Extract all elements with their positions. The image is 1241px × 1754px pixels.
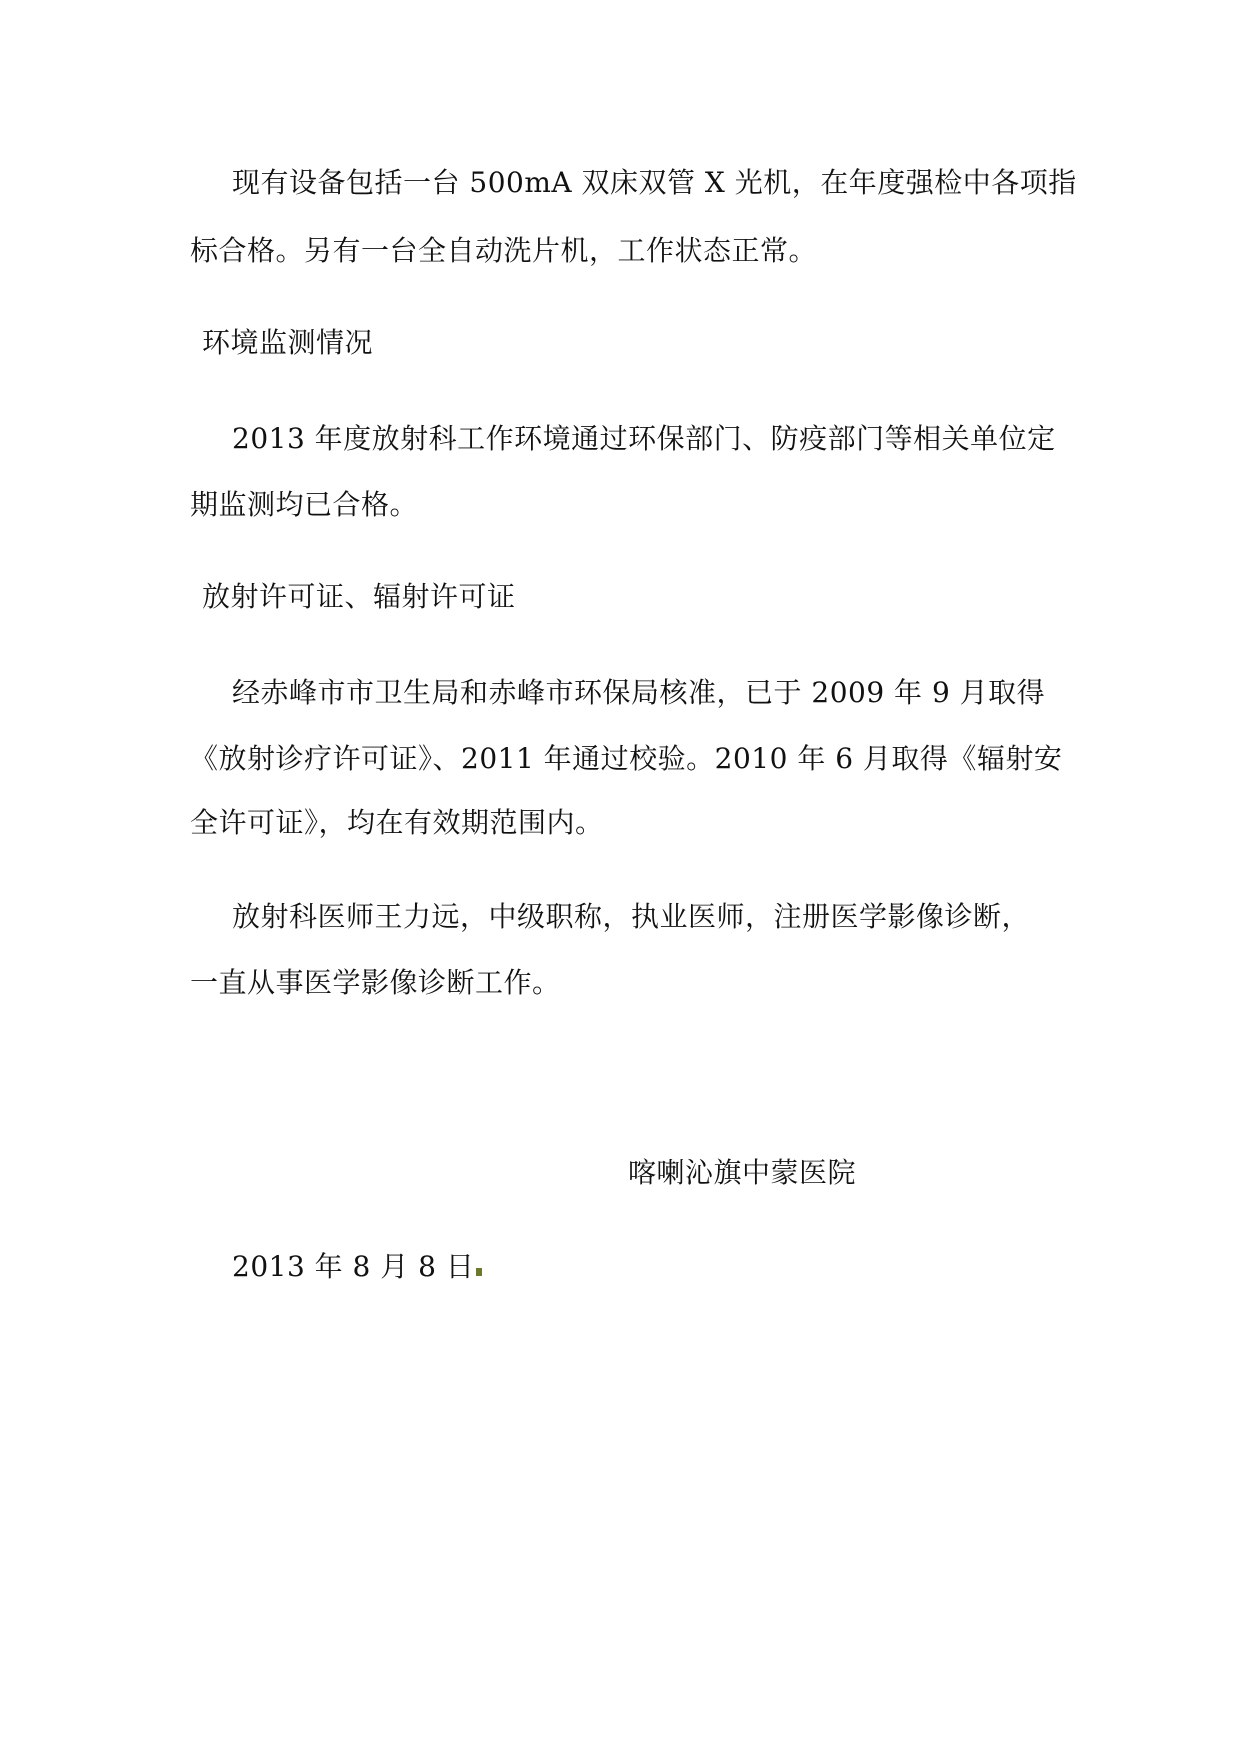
license-paragraph-line-1: 经赤峰市市卫生局和赤峰市环保局核准，已于 2009 年 9 月取得 (232, 676, 1046, 709)
license-paragraph-line-3: 全许可证》，均在有效期范围内。 (190, 806, 604, 839)
equipment-paragraph-line-1: 现有设备包括一台 500mA 双床双管 X 光机，在年度强检中各项指 (232, 166, 1077, 199)
environment-heading: 环境监测情况 (202, 326, 374, 359)
license-paragraph-line-2: 《放射诊疗许可证》、2011 年通过校验。2010 年 6 月取得《辐射安 (190, 742, 1063, 775)
signature-organization: 喀喇沁旗中蒙医院 (628, 1156, 857, 1189)
environment-paragraph-line-1: 2013 年度放射科工作环境通过环保部门、防疫部门等相关单位定 (232, 422, 1056, 455)
document-date-line (232, 1250, 482, 1284)
environment-paragraph-line-2: 期监测均已合格。 (190, 488, 419, 521)
staff-paragraph-line-2: 一直从事医学影像诊断工作。 (190, 966, 561, 999)
license-heading: 放射许可证、辐射许可证 (202, 580, 516, 613)
equipment-paragraph-line-2: 标合格。另有一台全自动洗片机，工作状态正常。 (190, 234, 818, 267)
staff-paragraph-line-1: 放射科医师王力远，中级职称，执业医师，注册医学影像诊断， (232, 900, 1031, 933)
paragraph-mark-icon (476, 1268, 482, 1276)
document-date: 2013 年 8 月 8 日 (232, 1250, 475, 1283)
